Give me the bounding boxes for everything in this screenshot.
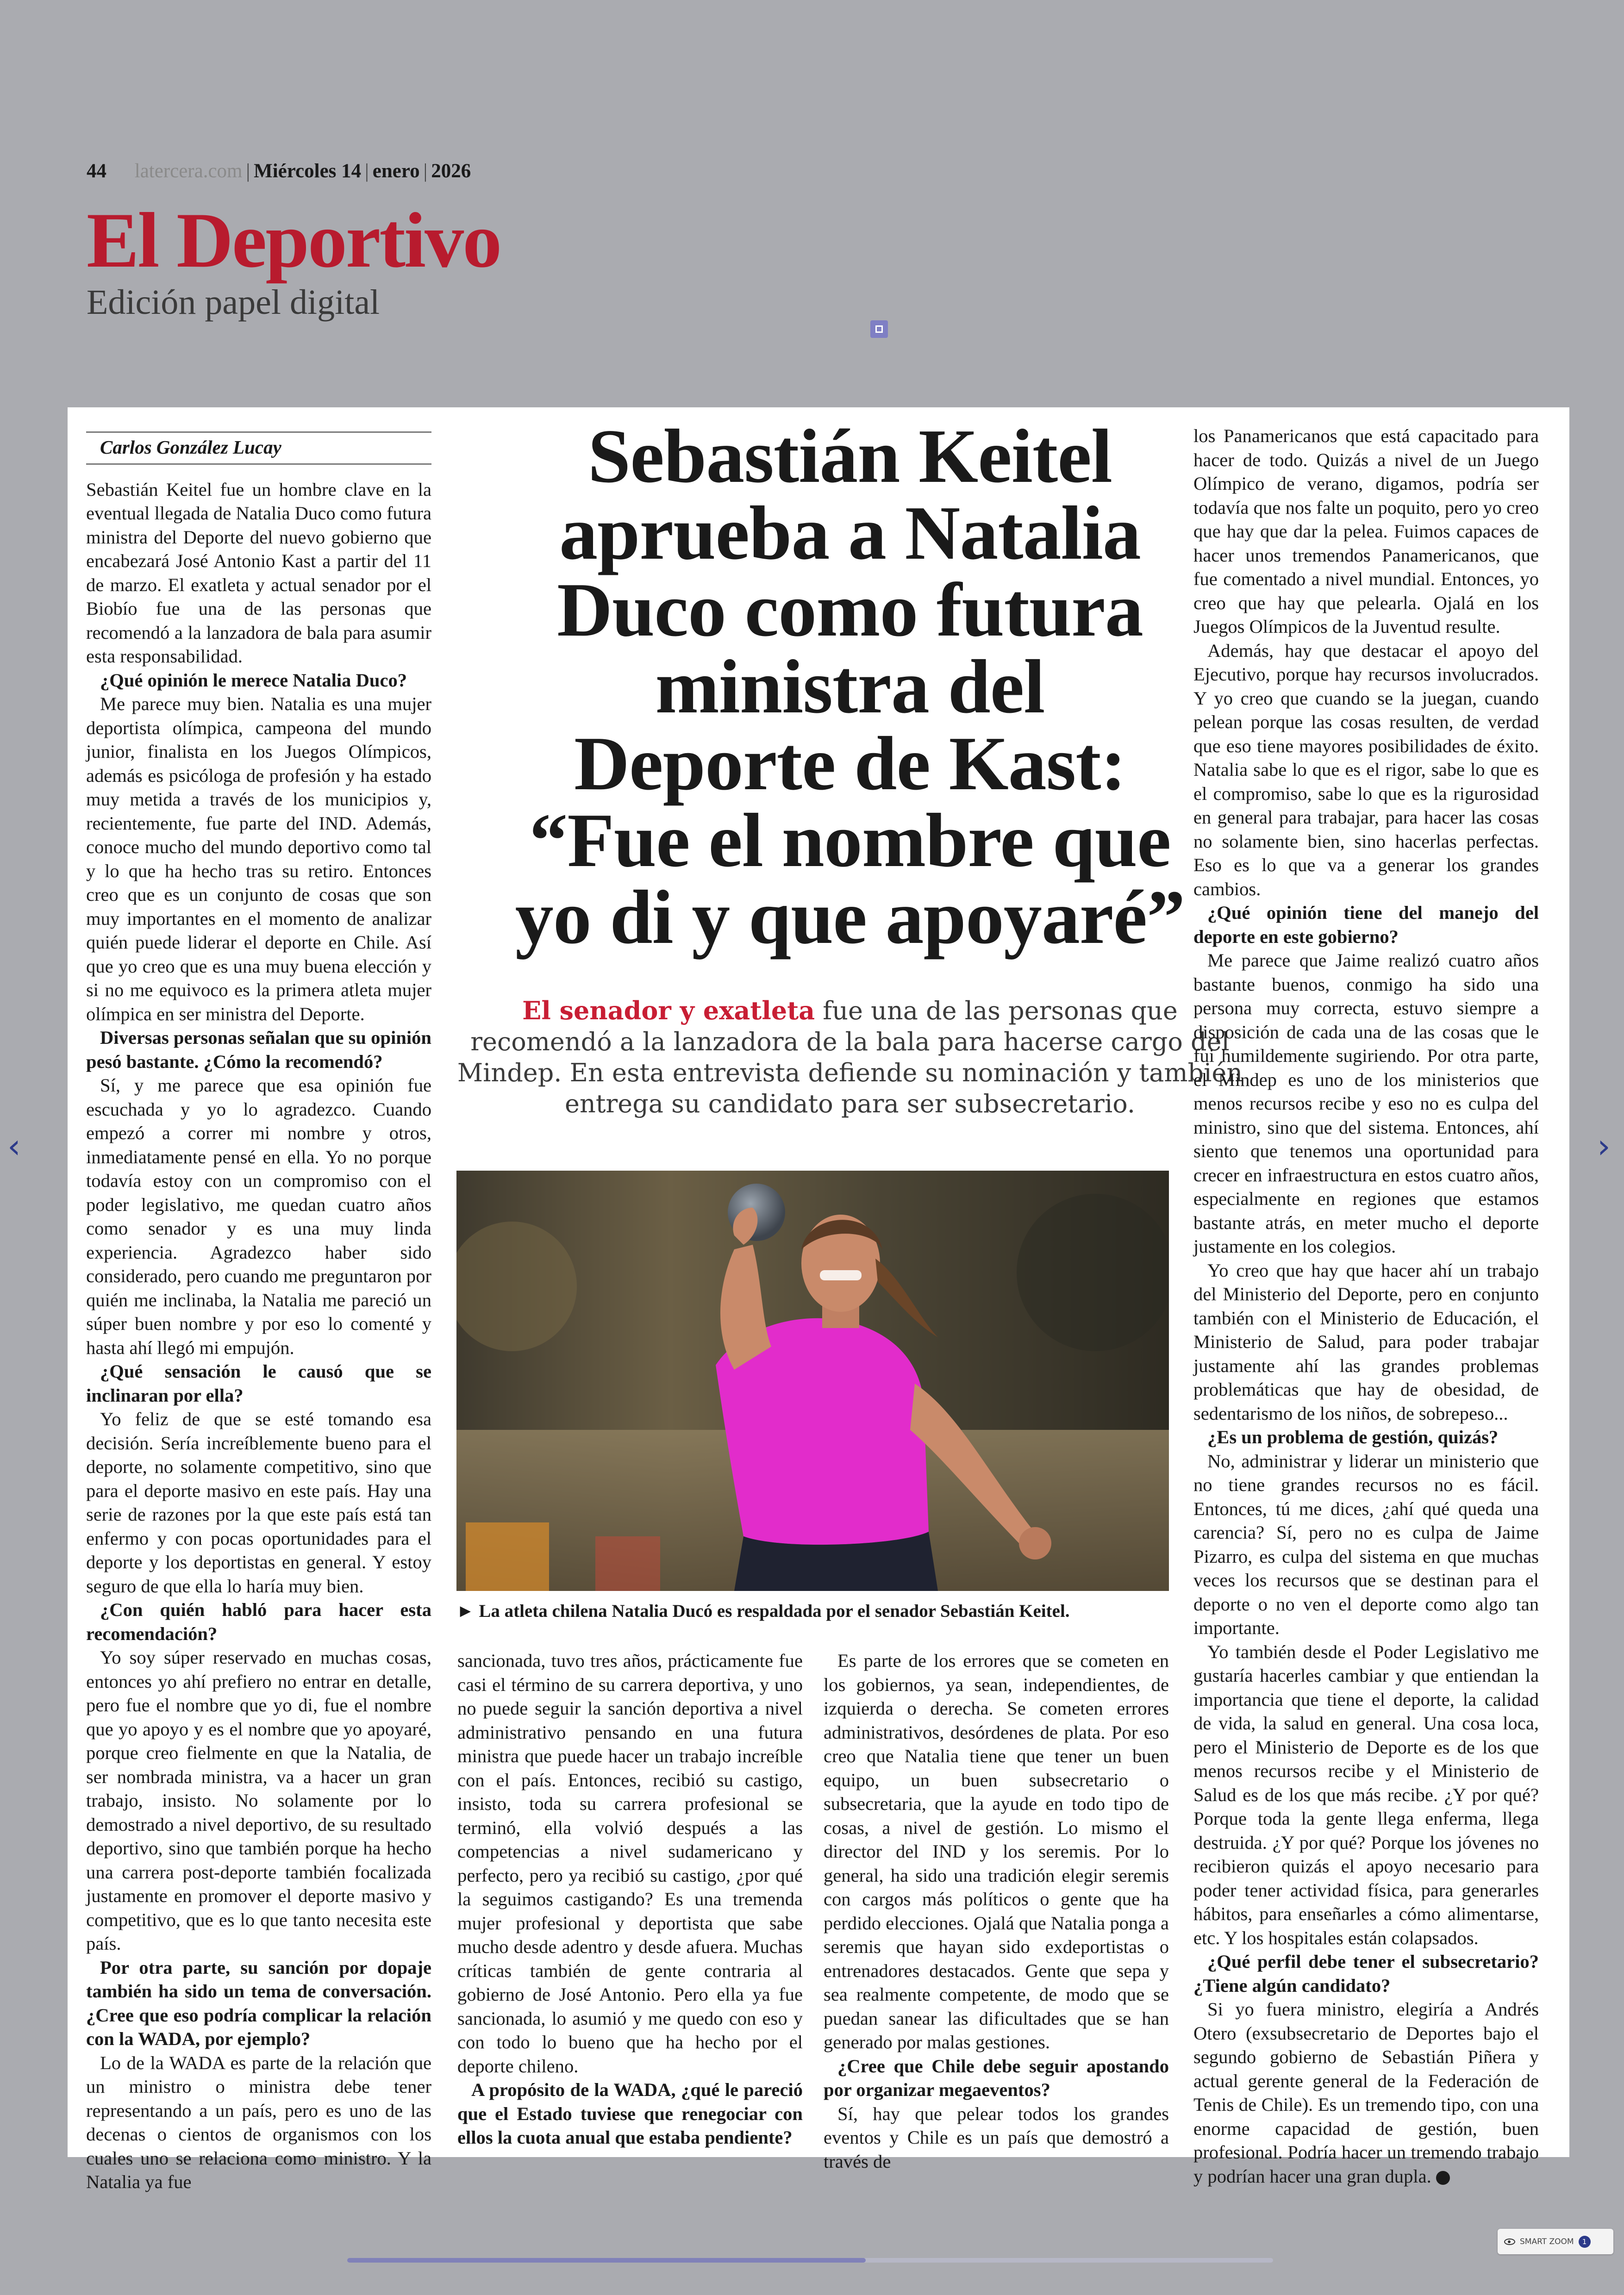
date-month: enero [372,160,420,182]
article-column-4 [1193,424,1539,2188]
interview-answer: Yo creo que hay que hacer ahí un trabajo del Ministerio del Deporte, pero en conjunto también con el Ministerio de Educación, el Ministerio de Salud, para poder trabajar justamente ahí las grandes problemas problemáticas que hay de obesidad, de sedentarismo de los niños, de sobrepeso... [1193,1260,1539,1424]
headline-line: Duco como futura [557,567,1143,652]
answer-continuation: los Panamericanos que está capacitado para hacer de todo. Quizás a nivel de un Juego Olímpico de verano, digamos, podría ser todavía que nos falte un poquito, pero yo creo que hay que dar la pelea. Fuimos capaces de hacer unos tremendos Panamericanos, que fue comentado a nivel mundial. Entonces, yo creo que hay que pelearla. Ojalá en los Juegos Olímpicos de la Juventud resulte. [1193,425,1539,637]
interview-question: ¿Es un problema de gestión, quizás? [1207,1427,1499,1447]
smart-zoom-count-badge: 1 [1579,2236,1591,2248]
brand-logo: El Deportivo [87,197,501,284]
end-of-article-icon [1436,2171,1450,2185]
headline-line: ministra del [655,644,1045,729]
previous-page-icon[interactable]: ‹ [7,1127,21,1166]
interview-question: ¿Qué opinión tiene del manejo del deporte en este gobierno? [1193,902,1539,947]
eye-icon [1504,2239,1515,2245]
edition-label: Edición papel digital [87,283,380,322]
interview-answer: Además, hay que destacar el apoyo del Ejecutivo, porque hay recursos involucrados. Y yo creo que cuando se la juegan, cuando pelean porque las cosas resulten, de verdad que eso tiene mayores posibilidades de éxito. Natalia sabe lo que es el rigor, sabe lo que es el compromiso, sabe lo que es la rigurosidad en general para trabajar, para hacer las cosas no solamente bien, sino hacerlas perfectas. Eso es lo que va a generar los grandes cambios. [1193,640,1539,899]
interview-answer: Sí, y me parece que esa opinión fue escuchada y yo lo agradezco. Cuando empezó a correr mi nombre y otros, inmediatamente pensé en ella. Yo no porque todavía estoy con un compromiso con el poder legislativo, me quedan cuatro años como senador y es una muy linda experiencia. Agradezco haber sido considerado, pero cuando me preguntaron por quién me inclinaba, la Natalia me pareció un súper buen nombre y por eso lo comenté y hasta ahí llegó mi empujón. [86,1075,431,1358]
smart-zoom-label: SMART ZOOM [1520,2237,1574,2246]
reading-progress-fill [347,2258,866,2263]
athlete-photo [456,1171,1169,1591]
interview-answer: Yo soy súper reservado en muchas cosas, entonces yo ahí prefiero no entrar en detalle, pero fue el nombre que yo di, fue el nombre que yo apoyo y es el nombre que yo apoyaré, porque creo fielmente en que la Natalia, de ser nombrada ministra, va a hacer un gran trabajo, insisto. No solamente por lo demostrado a nivel deportivo, de su resultado deportivo, sino que también porque ha hecho una carrera post-deporte también focalizada justamente en promover el deporte masivo y competitivo, que es lo que tanto necesita este país. [86,1647,431,1954]
interview-question: Diversas personas señalan que su opinión pesó bastante. ¿Cómo la recomendó? [86,1027,431,1072]
photo-caption [456,1601,1179,1621]
masthead [87,160,735,323]
article-column-1 [86,431,431,2194]
standfirst-lead: El senador y exatleta [522,996,815,1025]
date-weekday: Miércoles 14 [254,160,362,182]
smart-zoom-button[interactable] [1498,2229,1613,2254]
standfirst-text: fue una de las personas que recomendó a la lanzadora de la bala para hacerse cargo del Mindep. En esta entrevista defiende su nominación y también entrega su candidato para ser subsecretario. [457,996,1243,1118]
interview-question: A propósito de la WADA, ¿qué le pareció que el Estado tuviese que renegociar con ellos la cuota anual que estaba pendiente? [457,2079,803,2148]
interview-answer: Me parece muy bien. Natalia es una mujer deportista olímpica, campeona del mundo junior, finalista en los Juegos Olímpicos, además es psicóloga de profesión y ha estado muy metida a través de los municipios y, recientemente, fue parte del IND. Además, conoce mucho del mundo deportivo como tal y lo que ha hecho tras su retiro. Entonces creo que es un conjunto de cosas que son muy importantes en el momento de analizar quién puede liderar el deporte en Chile. Así que yo creo que es una muy buena elección y si no me equivoco es la primera atleta mujer olímpica en ser ministra del Deporte. [86,693,431,1024]
caption-text: La atleta chilena Natalia Ducó es respaldada por el senador Sebastián Keitel. [479,1601,1070,1621]
headline-line: “Fue el nombre que [529,798,1171,883]
interview-question: ¿Qué perfil debe tener el subsecretario? ¿Tiene algún candidato? [1193,1951,1539,1996]
interview-question: ¿Cree que Chile debe seguir apostando por organizar megaeventos? [824,2055,1169,2100]
interview-question: ¿Con quién habló para hacer esta recomendación? [86,1599,431,1644]
headline-line: yo di y que apoyaré” [515,874,1185,960]
page-number: 44 [87,160,106,182]
interview-answer: Lo de la WADA es parte de la relación que un ministro o ministra debe tener representando a un país, pero es uno de las decenas o cientos de organismos con los cuales uno se relaciona como ministro. Y la Natalia ya fue [86,2052,431,2192]
interview-question: ¿Qué opinión le merece Natalia Duco? [100,669,407,691]
interview-answer: No, administrar y liderar un ministerio que no tiene grandes recursos no es fácil. Entonces, tú me dices, ¿ahí qué queda una carencia? Sí, pero no es culpa de Jaime Pizarro, es culpa del sistema en que muchas veces los recursos que se destinan para el deporte o no ven el deporte como algo tan importante. [1193,1450,1539,1638]
shot-put-athlete-image [456,1171,1169,1591]
next-page-icon[interactable]: › [1597,1127,1611,1166]
interview-question: Por otra parte, su sanción por dopaje también ha sido un tema de conversación. ¿Cree que eso podría complicar la relación con la WADA, por ejemplo? [86,1957,431,2049]
interview-answer: Yo feliz de que se esté tomando esa decisión. Sería increíblemente bueno para el deporte, no solamente competitivo, sino que para el deporte masivo en este país. Hay una serie de razones por la que este país está tan enfermo y con pocas oportunidades para el deporte y los deportistas en general. Y estoy seguro de que ella lo haría muy bien. [86,1409,431,1597]
interview-answer: Si yo fuera ministro, elegiría a Andrés Otero (exsubsecretario de Deportes bajo el segundo gobierno de Sebastián Piñera y actual gerente general de la Federación de Tenis de Chile). Es un tremendo tipo, con una enorme capacidad de gestión, buen profesional. Podría hacer un tremendo trabajo y podrían hacer una gran dupla. [1193,1999,1539,2187]
article-column-3 [824,1649,1169,2173]
interview-question: ¿Qué sensación le causó que se inclinaran por ella? [86,1361,431,1406]
article-intro: Sebastián Keitel fue un hombre clave en la eventual llegada de Natalia Duco como futura ministra del Deporte del nuevo gobierno que encabezará José Antonio Kast a partir del 11 de marzo. El exatleta y actual senador por el Biobío fue una de las personas que recomendó a la lanzadora de bala para asumir esta responsabilidad. [86,479,431,667]
caption-marker-icon: ► [456,1601,475,1621]
interview-answer: Es parte de los errores que se cometen en los gobiernos, ya sean, independientes, de izquierda o derecha. Se cometen errores administrativos, desórdenes de plata. Por eso creo que Natalia tiene que tener un buen equipo, un buen subsecretario o subsecretaria, que la ayude en todo tipo de cosas, a nivel de gestión. Lo mismo el director del IND y los seremis. Por lo general, ha sido una tradición elegir seremis con cargos más políticos o gente que ha perdido elecciones. Ojalá que Natalia ponga a seremis que hayan sido exdeportistas o entrenadores destacados. Gente que sepa y sea realmente competente, de modo que se puedan sanear las dificultades que se han generado por malas gestiones. [824,1650,1169,2052]
headline-line: Sebastián Keitel [587,413,1112,499]
author-byline: Carlos González Lucay [100,437,281,458]
article-column-2 [457,1649,803,2150]
interview-answer: Me parece que Jaime realizó cuatro años bastante buenos, conmigo ha sido una persona muy correcta, estuvo siempre a disposición de cada una de las cosas que le fui humildemente sugiriendo. Por otra parte, el Mindep es uno de los ministerios que menos recursos recibe y eso no es culpa del ministro, sino que del sistema. Entonces, ahí siento que tenemos una oportunidad para crecer en infraestructura en estos cuatro años, especialmente en regiones que estamos bastante atrás, en meter mucho el deporte justamente en los colegios. [1193,950,1539,1257]
standfirst [456,995,1243,1119]
newspaper-page [68,407,1569,2192]
dateline: 44 latercera.com | Miércoles 14 | enero | 2026 [87,160,471,182]
site-name: latercera.com [134,160,243,182]
headline [456,413,1243,960]
interview-answer: Sí, hay que pelear todos los grandes eventos y Chile es un país que demostró a través de [824,2103,1169,2172]
byline-box [86,431,431,465]
zoom-marker-icon[interactable] [870,320,888,338]
headline-line: aprueba a Natalia [559,490,1141,575]
headline-line: Deporte de Kast: [574,721,1126,806]
answer-continuation: sancionada, tuvo tres años, prácticamente fue casi el término de su carrera deportiva, y uno no puede seguir la sanción deportiva a nivel administrativo pensando en una futura ministra que puede hacer un trabajo increíble con el país. Entonces, recibió su castigo, insisto, toda su carrera profesional se terminó, ella volvió después a las competencias a nivel sudamericano y perfecto, pero ya recibió su castigo, ¿por qué la seguimos castigando? Es una tremenda mujer profesional y deportista que sabe mucho desde adentro y desde afuera. Muchas críticas también de gente contraria al gobierno de José Antonio. Pero ella ya fue sancionada, lo asumió y me quedo con eso y con todo lo bueno que ha hecho por el deporte chileno. [457,1650,803,2077]
reading-progress-bar[interactable] [347,2258,1273,2263]
date-year: 2026 [431,160,471,182]
interview-answer: Yo también desde el Poder Legislativo me gustaría hacerles cambiar y que entiendan la importancia que tiene el deporte, la calidad de vida, la salud en general. Una cosa loca, pero el Ministerio de Deporte es de los que menos recursos recibe y el Ministerio de Salud es de los que más recibe. ¿Y por qué? Porque toda la gente llega enferma, llega destruida. ¿Y por qué? Porque los jóvenes no recibieron quizás el apoyo necesario para poder tener actividad física, para generarles hábitos, para enseñarles a cómo alimentarse, etc. Y los hospitales están colapsados. [1193,1641,1539,1948]
